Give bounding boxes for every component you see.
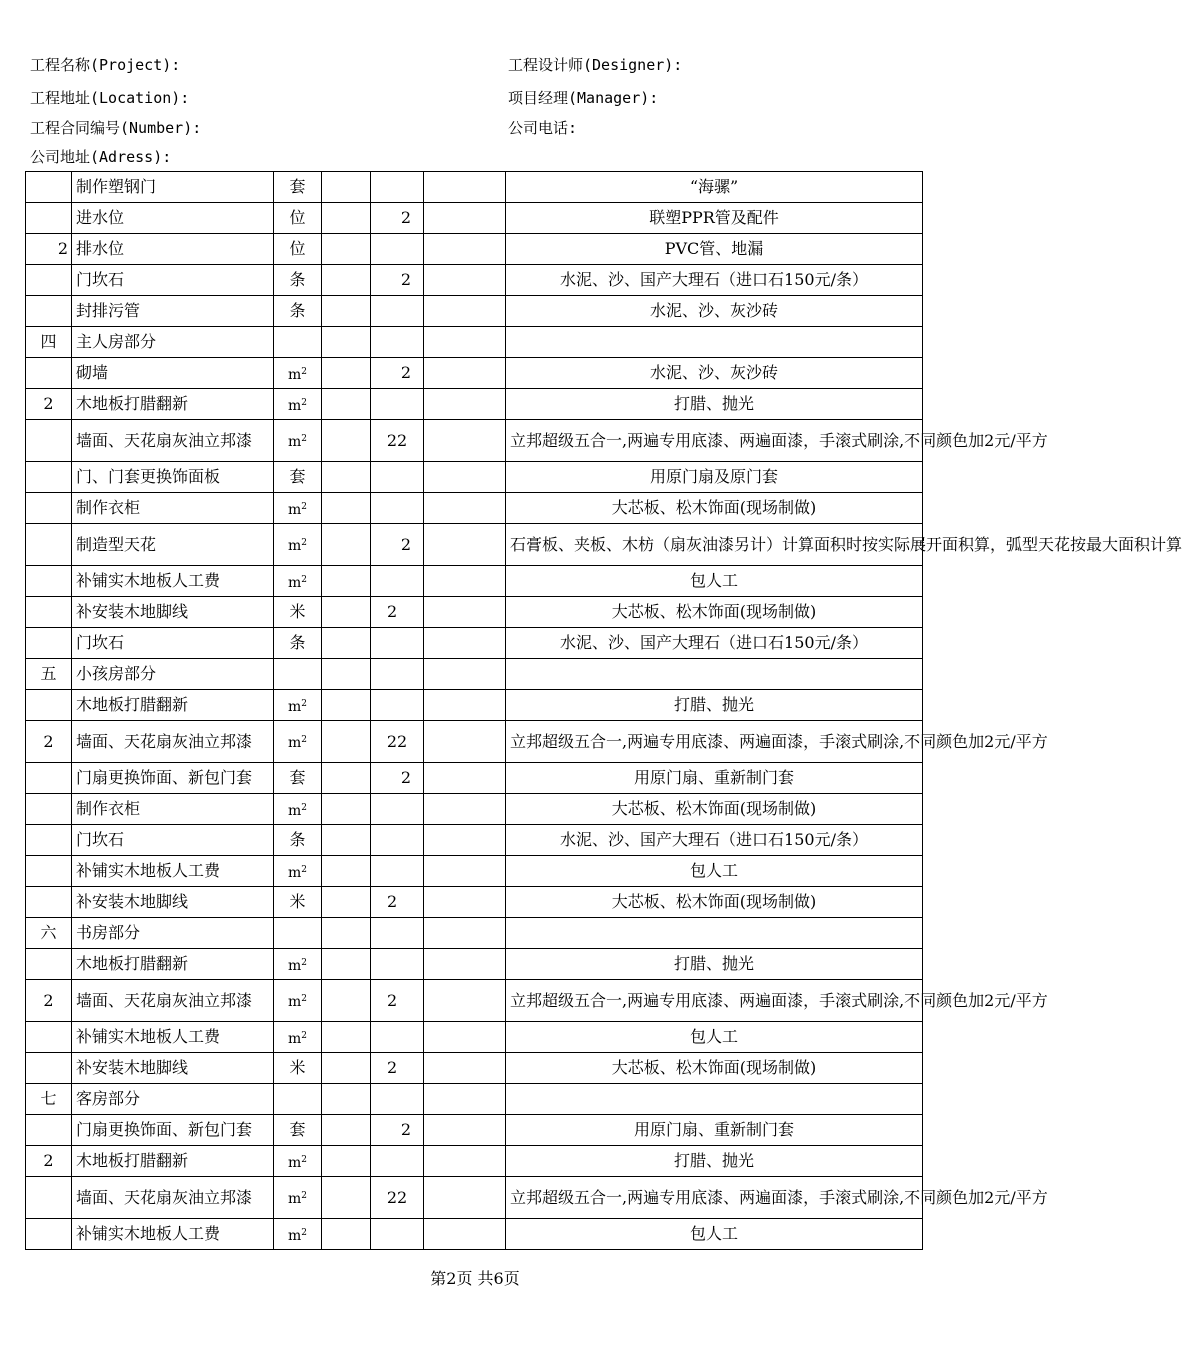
square-meter-unit: $m^2$	[287, 501, 307, 518]
description-cell: 水泥、沙、国产大理石（进口石150元/条）	[506, 825, 923, 856]
amount-cell	[424, 493, 506, 524]
amount-cell	[424, 825, 506, 856]
price-cell	[322, 949, 371, 980]
square-meter-unit: $m^2$	[287, 1030, 307, 1047]
amount-cell	[424, 918, 506, 949]
description-cell: PVC管、地漏	[506, 234, 923, 265]
table-row	[26, 980, 923, 1022]
project-label: 工程名称(Project):	[30, 56, 181, 74]
table-row	[26, 389, 923, 420]
square-meter-unit: $m^2$	[287, 957, 307, 974]
quantity-cell	[371, 493, 424, 524]
item-number-cell	[26, 203, 72, 234]
price-cell	[322, 327, 371, 358]
item-name-cell: 门坎石	[72, 265, 274, 296]
table-row	[26, 524, 923, 566]
table-row	[26, 358, 923, 389]
item-name-cell: 排水位	[72, 234, 274, 265]
price-cell	[322, 566, 371, 597]
item-number-cell	[26, 493, 72, 524]
price-cell	[322, 234, 371, 265]
price-cell	[322, 597, 371, 628]
item-name-cell: 补铺实木地板人工费	[72, 566, 274, 597]
unit-cell	[274, 794, 322, 825]
table-row	[26, 721, 923, 763]
table-row	[26, 420, 923, 462]
item-number-cell	[26, 265, 72, 296]
table-row	[26, 918, 923, 949]
item-number-cell	[26, 1115, 72, 1146]
price-cell	[322, 296, 371, 327]
unit-cell	[274, 566, 322, 597]
amount-cell	[424, 628, 506, 659]
unit-cell: 米	[274, 1053, 322, 1084]
description-cell: 大芯板、松木饰面(现场制做)	[506, 887, 923, 918]
amount-cell	[424, 234, 506, 265]
unit-cell	[274, 358, 322, 389]
unit-cell: 位	[274, 234, 322, 265]
table-row	[26, 327, 923, 358]
quantity-cell	[371, 172, 424, 203]
quantity-cell: 22	[371, 721, 424, 763]
item-name-cell: 门扇更换饰面、新包门套	[72, 763, 274, 794]
unit-cell	[274, 1022, 322, 1053]
item-name-cell: 木地板打腊翻新	[72, 690, 274, 721]
unit-cell	[274, 327, 322, 358]
quantity-cell: 2	[371, 265, 424, 296]
price-cell	[322, 659, 371, 690]
description-cell: 包人工	[506, 1022, 923, 1053]
company-address-label: 公司地址(Adress):	[30, 148, 172, 166]
item-name-cell: 制造型天花	[72, 524, 274, 566]
item-number-cell	[26, 763, 72, 794]
quantity-cell: 2	[371, 763, 424, 794]
price-cell	[322, 1177, 371, 1219]
price-cell	[322, 1219, 371, 1250]
quantity-cell	[371, 1219, 424, 1250]
quantity-cell	[371, 825, 424, 856]
table-row	[26, 172, 923, 203]
square-meter-unit: $m^2$	[287, 1191, 307, 1207]
item-number-cell	[26, 597, 72, 628]
description-cell: 大芯板、松木饰面(现场制做)	[506, 794, 923, 825]
description-cell: 水泥、沙、灰沙砖	[506, 296, 923, 327]
item-number-cell	[26, 628, 72, 659]
unit-cell: 位	[274, 203, 322, 234]
description-cell: 水泥、沙、灰沙砖	[506, 358, 923, 389]
item-number-cell	[26, 1022, 72, 1053]
table-row	[26, 690, 923, 721]
item-number-cell	[26, 358, 72, 389]
quantity-cell	[371, 1084, 424, 1115]
table-row	[26, 296, 923, 327]
amount-cell	[424, 721, 506, 763]
item-name-cell: 主人房部分	[72, 327, 274, 358]
item-number-cell: 2	[26, 980, 72, 1022]
table-row	[26, 659, 923, 690]
quantity-cell: 2	[371, 597, 424, 628]
item-number-cell: 七	[26, 1084, 72, 1115]
price-cell	[322, 1053, 371, 1084]
amount-cell	[424, 462, 506, 493]
manager-label: 项目经理(Manager):	[508, 89, 659, 107]
description-cell: 立邦超级五合一,两遍专用底漆、两遍面漆，手滚式刷涂,不同颜色加2元/平方	[506, 721, 923, 763]
table-row	[26, 887, 923, 918]
item-name-cell: 制作衣柜	[72, 794, 274, 825]
item-number-cell	[26, 1177, 72, 1219]
description-cell	[506, 1084, 923, 1115]
quantity-cell: 2	[371, 980, 424, 1022]
item-name-cell: 墙面、天花扇灰油立邦漆	[72, 980, 274, 1022]
description-cell: 打腊、抛光	[506, 690, 923, 721]
item-name-cell: 补铺实木地板人工费	[72, 1219, 274, 1250]
table-row	[26, 1022, 923, 1053]
table-row	[26, 856, 923, 887]
quantity-cell: 2	[371, 1115, 424, 1146]
item-name-cell: 门坎石	[72, 628, 274, 659]
quotation-table-body	[26, 172, 1182, 1250]
item-number-cell	[26, 1219, 72, 1250]
contract-number-label: 工程合同编号(Number):	[30, 119, 202, 137]
price-cell	[322, 493, 371, 524]
table-row	[26, 234, 923, 265]
table-row	[26, 1053, 923, 1084]
unit-cell: 条	[274, 296, 322, 327]
square-meter-unit: $m^2$	[287, 1227, 307, 1244]
amount-cell	[424, 856, 506, 887]
amount-cell	[424, 1146, 506, 1177]
price-cell	[322, 389, 371, 420]
amount-cell	[424, 358, 506, 389]
unit-cell	[274, 980, 322, 1022]
item-number-cell	[26, 825, 72, 856]
square-meter-unit: $m^2$	[287, 1154, 307, 1171]
item-name-cell: 小孩房部分	[72, 659, 274, 690]
price-cell	[322, 1084, 371, 1115]
price-cell	[322, 420, 371, 462]
quotation-table	[25, 171, 1182, 1250]
description-cell	[506, 327, 923, 358]
unit-cell	[274, 1084, 322, 1115]
price-cell	[322, 628, 371, 659]
square-meter-unit: $m^2$	[287, 574, 307, 591]
table-row	[26, 203, 923, 234]
quantity-cell	[371, 462, 424, 493]
description-cell: 联塑PPR管及配件	[506, 203, 923, 234]
unit-cell	[274, 1219, 322, 1250]
price-cell	[322, 203, 371, 234]
item-name-cell: 补铺实木地板人工费	[72, 856, 274, 887]
table-row	[26, 1219, 923, 1250]
unit-cell: 套	[274, 1115, 322, 1146]
item-name-cell: 补安装木地脚线	[72, 887, 274, 918]
amount-cell	[424, 887, 506, 918]
description-cell: “海骡”	[506, 172, 923, 203]
item-number-cell: 2	[26, 234, 72, 265]
quantity-cell: 22	[371, 1177, 424, 1219]
amount-cell	[424, 296, 506, 327]
quantity-cell	[371, 566, 424, 597]
table-row	[26, 949, 923, 980]
designer-label: 工程设计师(Designer):	[508, 56, 683, 74]
quantity-cell	[371, 327, 424, 358]
item-number-cell	[26, 887, 72, 918]
square-meter-unit: $m^2$	[287, 366, 307, 383]
location-label: 工程地址(Location):	[30, 89, 190, 107]
price-cell	[322, 172, 371, 203]
quantity-cell: 2	[371, 524, 424, 566]
amount-cell	[424, 420, 506, 462]
description-cell: 用原门扇、重新制门套	[506, 763, 923, 794]
description-cell: 石膏板、夹板、木枋（扇灰油漆另计）计算面积时按实际展开面积算，弧型天花按最大面积计算	[506, 524, 923, 566]
amount-cell	[424, 659, 506, 690]
quantity-cell	[371, 856, 424, 887]
table-row	[26, 825, 923, 856]
item-number-cell	[26, 524, 72, 566]
amount-cell	[424, 1177, 506, 1219]
unit-cell: 条	[274, 265, 322, 296]
amount-cell	[424, 389, 506, 420]
price-cell	[322, 856, 371, 887]
table-row	[26, 1084, 923, 1115]
item-name-cell: 制作塑钢门	[72, 172, 274, 203]
table-row	[26, 1146, 923, 1177]
amount-cell	[424, 1053, 506, 1084]
amount-cell	[424, 566, 506, 597]
square-meter-unit: $m^2$	[287, 698, 307, 715]
price-cell	[322, 358, 371, 389]
description-cell	[506, 918, 923, 949]
amount-cell	[424, 980, 506, 1022]
description-cell: 水泥、沙、国产大理石（进口石150元/条）	[506, 628, 923, 659]
quantity-cell	[371, 690, 424, 721]
square-meter-unit: $m^2$	[287, 802, 307, 819]
price-cell	[322, 1022, 371, 1053]
item-name-cell: 封排污管	[72, 296, 274, 327]
price-cell	[322, 1146, 371, 1177]
square-meter-unit: $m^2$	[287, 434, 307, 450]
description-cell	[506, 659, 923, 690]
description-cell: 立邦超级五合一,两遍专用底漆、两遍面漆，手滚式刷涂,不同颜色加2元/平方	[506, 980, 923, 1022]
item-name-cell: 木地板打腊翻新	[72, 389, 274, 420]
item-name-cell: 进水位	[72, 203, 274, 234]
description-cell: 包人工	[506, 856, 923, 887]
item-name-cell: 客房部分	[72, 1084, 274, 1115]
square-meter-unit: $m^2$	[287, 735, 307, 751]
item-name-cell: 补安装木地脚线	[72, 597, 274, 628]
description-cell: 用原门扇、重新制门套	[506, 1115, 923, 1146]
description-cell: 立邦超级五合一,两遍专用底漆、两遍面漆，手滚式刷涂,不同颜色加2元/平方	[506, 420, 923, 462]
square-meter-unit: $m^2$	[287, 397, 307, 414]
price-cell	[322, 918, 371, 949]
table-row	[26, 628, 923, 659]
unit-cell	[274, 420, 322, 462]
description-cell: 用原门扇及原门套	[506, 462, 923, 493]
description-cell: 水泥、沙、国产大理石（进口石150元/条）	[506, 265, 923, 296]
quantity-cell	[371, 628, 424, 659]
square-meter-unit: $m^2$	[287, 994, 307, 1010]
quantity-cell	[371, 659, 424, 690]
unit-cell: 套	[274, 763, 322, 794]
unit-cell	[274, 721, 322, 763]
price-cell	[322, 794, 371, 825]
amount-cell	[424, 690, 506, 721]
item-name-cell: 墙面、天花扇灰油立邦漆	[72, 1177, 274, 1219]
unit-cell	[274, 659, 322, 690]
item-number-cell	[26, 462, 72, 493]
item-name-cell: 墙面、天花扇灰油立邦漆	[72, 721, 274, 763]
item-name-cell: 门、门套更换饰面板	[72, 462, 274, 493]
description-cell: 打腊、抛光	[506, 1146, 923, 1177]
unit-cell: 米	[274, 597, 322, 628]
page-number: 第2页 共6页	[430, 1269, 520, 1288]
unit-cell	[274, 493, 322, 524]
item-number-cell: 2	[26, 721, 72, 763]
description-cell: 大芯板、松木饰面(现场制做)	[506, 1053, 923, 1084]
item-name-cell: 门扇更换饰面、新包门套	[72, 1115, 274, 1146]
item-number-cell	[26, 690, 72, 721]
price-cell	[322, 763, 371, 794]
item-name-cell: 木地板打腊翻新	[72, 949, 274, 980]
item-number-cell	[26, 172, 72, 203]
price-cell	[322, 462, 371, 493]
company-phone-label: 公司电话:	[508, 119, 578, 137]
item-number-cell	[26, 566, 72, 597]
table-row	[26, 763, 923, 794]
amount-cell	[424, 597, 506, 628]
item-number-cell	[26, 856, 72, 887]
amount-cell	[424, 1219, 506, 1250]
amount-cell	[424, 1115, 506, 1146]
item-number-cell: 五	[26, 659, 72, 690]
amount-cell	[424, 794, 506, 825]
item-name-cell: 补铺实木地板人工费	[72, 1022, 274, 1053]
unit-cell: 套	[274, 172, 322, 203]
description-cell: 立邦超级五合一,两遍专用底漆、两遍面漆，手滚式刷涂,不同颜色加2元/平方	[506, 1177, 923, 1219]
price-cell	[322, 265, 371, 296]
quantity-cell	[371, 296, 424, 327]
unit-cell: 套	[274, 462, 322, 493]
price-cell	[322, 825, 371, 856]
unit-cell	[274, 524, 322, 566]
unit-cell: 条	[274, 628, 322, 659]
description-cell: 打腊、抛光	[506, 389, 923, 420]
unit-cell: 米	[274, 887, 322, 918]
table-row	[26, 1177, 923, 1219]
table-row	[26, 794, 923, 825]
item-name-cell: 门坎石	[72, 825, 274, 856]
square-meter-unit: $m^2$	[287, 538, 307, 554]
item-number-cell: 六	[26, 918, 72, 949]
quantity-cell	[371, 949, 424, 980]
unit-cell	[274, 1177, 322, 1219]
item-number-cell	[26, 1053, 72, 1084]
amount-cell	[424, 1084, 506, 1115]
table-row	[26, 462, 923, 493]
price-cell	[322, 887, 371, 918]
item-name-cell: 砌墙	[72, 358, 274, 389]
amount-cell	[424, 327, 506, 358]
item-name-cell: 补安装木地脚线	[72, 1053, 274, 1084]
table-row	[26, 265, 923, 296]
quantity-cell: 2	[371, 1053, 424, 1084]
description-cell: 包人工	[506, 566, 923, 597]
item-number-cell	[26, 420, 72, 462]
price-cell	[322, 524, 371, 566]
item-number-cell	[26, 296, 72, 327]
quantity-cell	[371, 1146, 424, 1177]
quantity-cell	[371, 794, 424, 825]
unit-cell	[274, 856, 322, 887]
item-number-cell	[26, 949, 72, 980]
item-name-cell: 木地板打腊翻新	[72, 1146, 274, 1177]
table-row	[26, 566, 923, 597]
unit-cell: 条	[274, 825, 322, 856]
unit-cell	[274, 918, 322, 949]
description-cell: 大芯板、松木饰面(现场制做)	[506, 597, 923, 628]
price-cell	[322, 980, 371, 1022]
item-number-cell: 2	[26, 1146, 72, 1177]
unit-cell	[274, 1146, 322, 1177]
amount-cell	[424, 203, 506, 234]
quantity-cell: 2	[371, 887, 424, 918]
amount-cell	[424, 524, 506, 566]
quantity-cell	[371, 389, 424, 420]
description-cell: 大芯板、松木饰面(现场制做)	[506, 493, 923, 524]
amount-cell	[424, 265, 506, 296]
description-cell: 包人工	[506, 1219, 923, 1250]
amount-cell	[424, 949, 506, 980]
table-row	[26, 1115, 923, 1146]
description-cell: 打腊、抛光	[506, 949, 923, 980]
quantity-cell: 2	[371, 203, 424, 234]
square-meter-unit: $m^2$	[287, 864, 307, 881]
item-number-cell: 四	[26, 327, 72, 358]
quantity-cell: 22	[371, 420, 424, 462]
amount-cell	[424, 763, 506, 794]
item-name-cell: 书房部分	[72, 918, 274, 949]
amount-cell	[424, 1022, 506, 1053]
quantity-cell: 2	[371, 358, 424, 389]
unit-cell	[274, 690, 322, 721]
unit-cell	[274, 389, 322, 420]
quantity-cell	[371, 918, 424, 949]
unit-cell	[274, 949, 322, 980]
price-cell	[322, 1115, 371, 1146]
quantity-cell	[371, 1022, 424, 1053]
price-cell	[322, 690, 371, 721]
amount-cell	[424, 172, 506, 203]
item-name-cell: 制作衣柜	[72, 493, 274, 524]
price-cell	[322, 721, 371, 763]
item-number-cell: 2	[26, 389, 72, 420]
item-name-cell: 墙面、天花扇灰油立邦漆	[72, 420, 274, 462]
table-row	[26, 493, 923, 524]
table-row	[26, 597, 923, 628]
quantity-cell	[371, 234, 424, 265]
item-number-cell	[26, 794, 72, 825]
